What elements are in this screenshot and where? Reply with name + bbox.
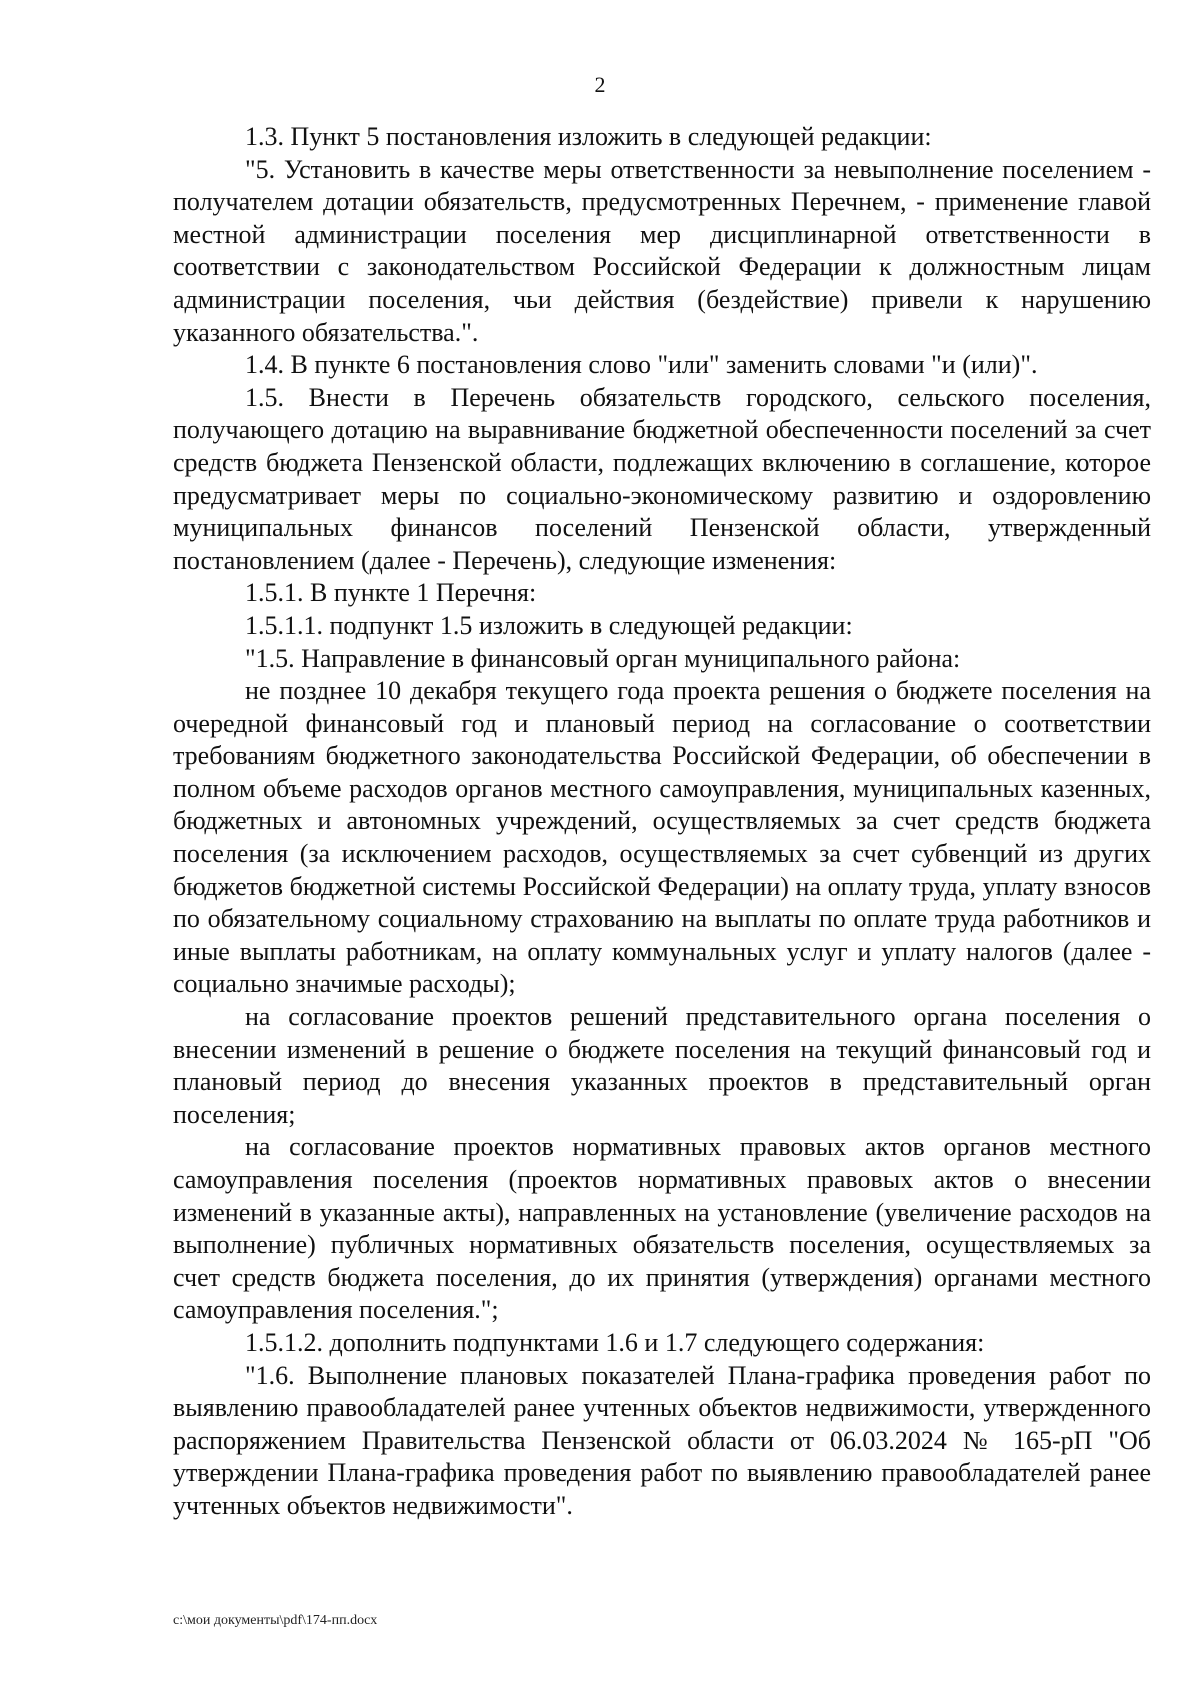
paragraph-deadline-december: не позднее 10 декабря текущего года проекта решения о бюджете поселения на очередной финансовый год и плановый период на согласование о соответствии требованиям бюджетного законодательства Российской Федерации, об обеспечении в полном объеме расходов органов местного самоуправления, муниципальных казенных, бюджетных и автономных учреждений, осуществляемых за счет средств бюджета поселения (за исключением расходов, осуществляемых за счет субвенций из других бюджетов бюджетной системы Российской Федерации) на оплату труда, уплату взносов по обязательному социальному страхованию на выплаты по оплате труда работников и иные выплаты работникам, на оплату коммунальных услуг и уплату налогов (далее - социально значимые расходы); — [173, 676, 1151, 999]
paragraph-1-4: 1.4. В пункте 6 постановления слово "или" заменить словами "и (или)". — [245, 350, 1038, 380]
paragraph-item-5-text: "5. Установить в качестве меры ответственности за невыполнение поселением - получателем дотации обязательств, предусмотренных Перечнем, - применение главой местной администрации поселения мер дисциплинарной ответственности в соответствии с законодательством Российской Федерации к должностным лицам администрации поселения, чьи действия (бездействие) привели к нарушению указанного обязательства.". — [173, 154, 1151, 347]
paragraph-1-3: 1.3. Пункт 5 постановления изложить в следующей редакции: — [245, 122, 932, 151]
footer-file-path: c:\мои документы\pdf\174-пп.docx — [173, 1613, 378, 1628]
paragraph-1-5-1-1: 1.5.1.1. подпункт 1.5 изложить в следующей редакции: — [245, 610, 853, 640]
paragraph-1-5-1: 1.5.1. В пункте 1 Перечня: — [245, 578, 537, 608]
paragraph-subitem-1-6: "1.6. Выполнение плановых показателей Плана-графика проведения работ по выявлению правообладателей ранее учтенных объектов недвижимости, утвержденного распоряжением Правительства Пензенской области от 06.03.2024 № 165-рП "Об утверждении Плана-графика проведения работ по выявлению правообладателей ранее учтенных объектов недвижимости". — [173, 1360, 1151, 1520]
paragraph-normative-acts: на согласование проектов нормативных правовых актов органов местного самоуправления поселения (проектов нормативных правовых актов о внесении изменений в указанные акты), направленных на установление (увеличение расходов на выполнение) публичных нормативных обязательств поселения, осуществляемых за счет средств бюджета поселения, до их принятия (утверждения) органами местного самоуправления поселения."; — [173, 1132, 1151, 1325]
paragraph-budget-amendments: на согласование проектов решений представительного органа поселения о внесении изменений в решение о бюджете поселения на текущий финансовый год и плановый период до внесения указанных проектов в представительный орган поселения; — [173, 1002, 1151, 1129]
paragraph-1-5: 1.5. Внести в Перечень обязательств городского, сельского поселения, получающего дотацию на выравнивание бюджетной обеспеченности поселений за счет средств бюджета Пензенской области, подлежащих включению в соглашение, которое предусматривает меры по социально-экономическому развитию и оздоровлению муниципальных финансов поселений Пензенской области, утвержденный постановлением (далее - Перечень), следующие изменения: — [173, 382, 1151, 575]
page-number: 2 — [594, 72, 606, 97]
paragraph-subitem-1-5: "1.5. Направление в финансовый орган муниципального района: — [245, 643, 961, 673]
paragraph-1-5-1-2: 1.5.1.2. дополнить подпунктами 1.6 и 1.7 следующего содержания: — [245, 1327, 985, 1357]
document-body — [173, 121, 1151, 1523]
